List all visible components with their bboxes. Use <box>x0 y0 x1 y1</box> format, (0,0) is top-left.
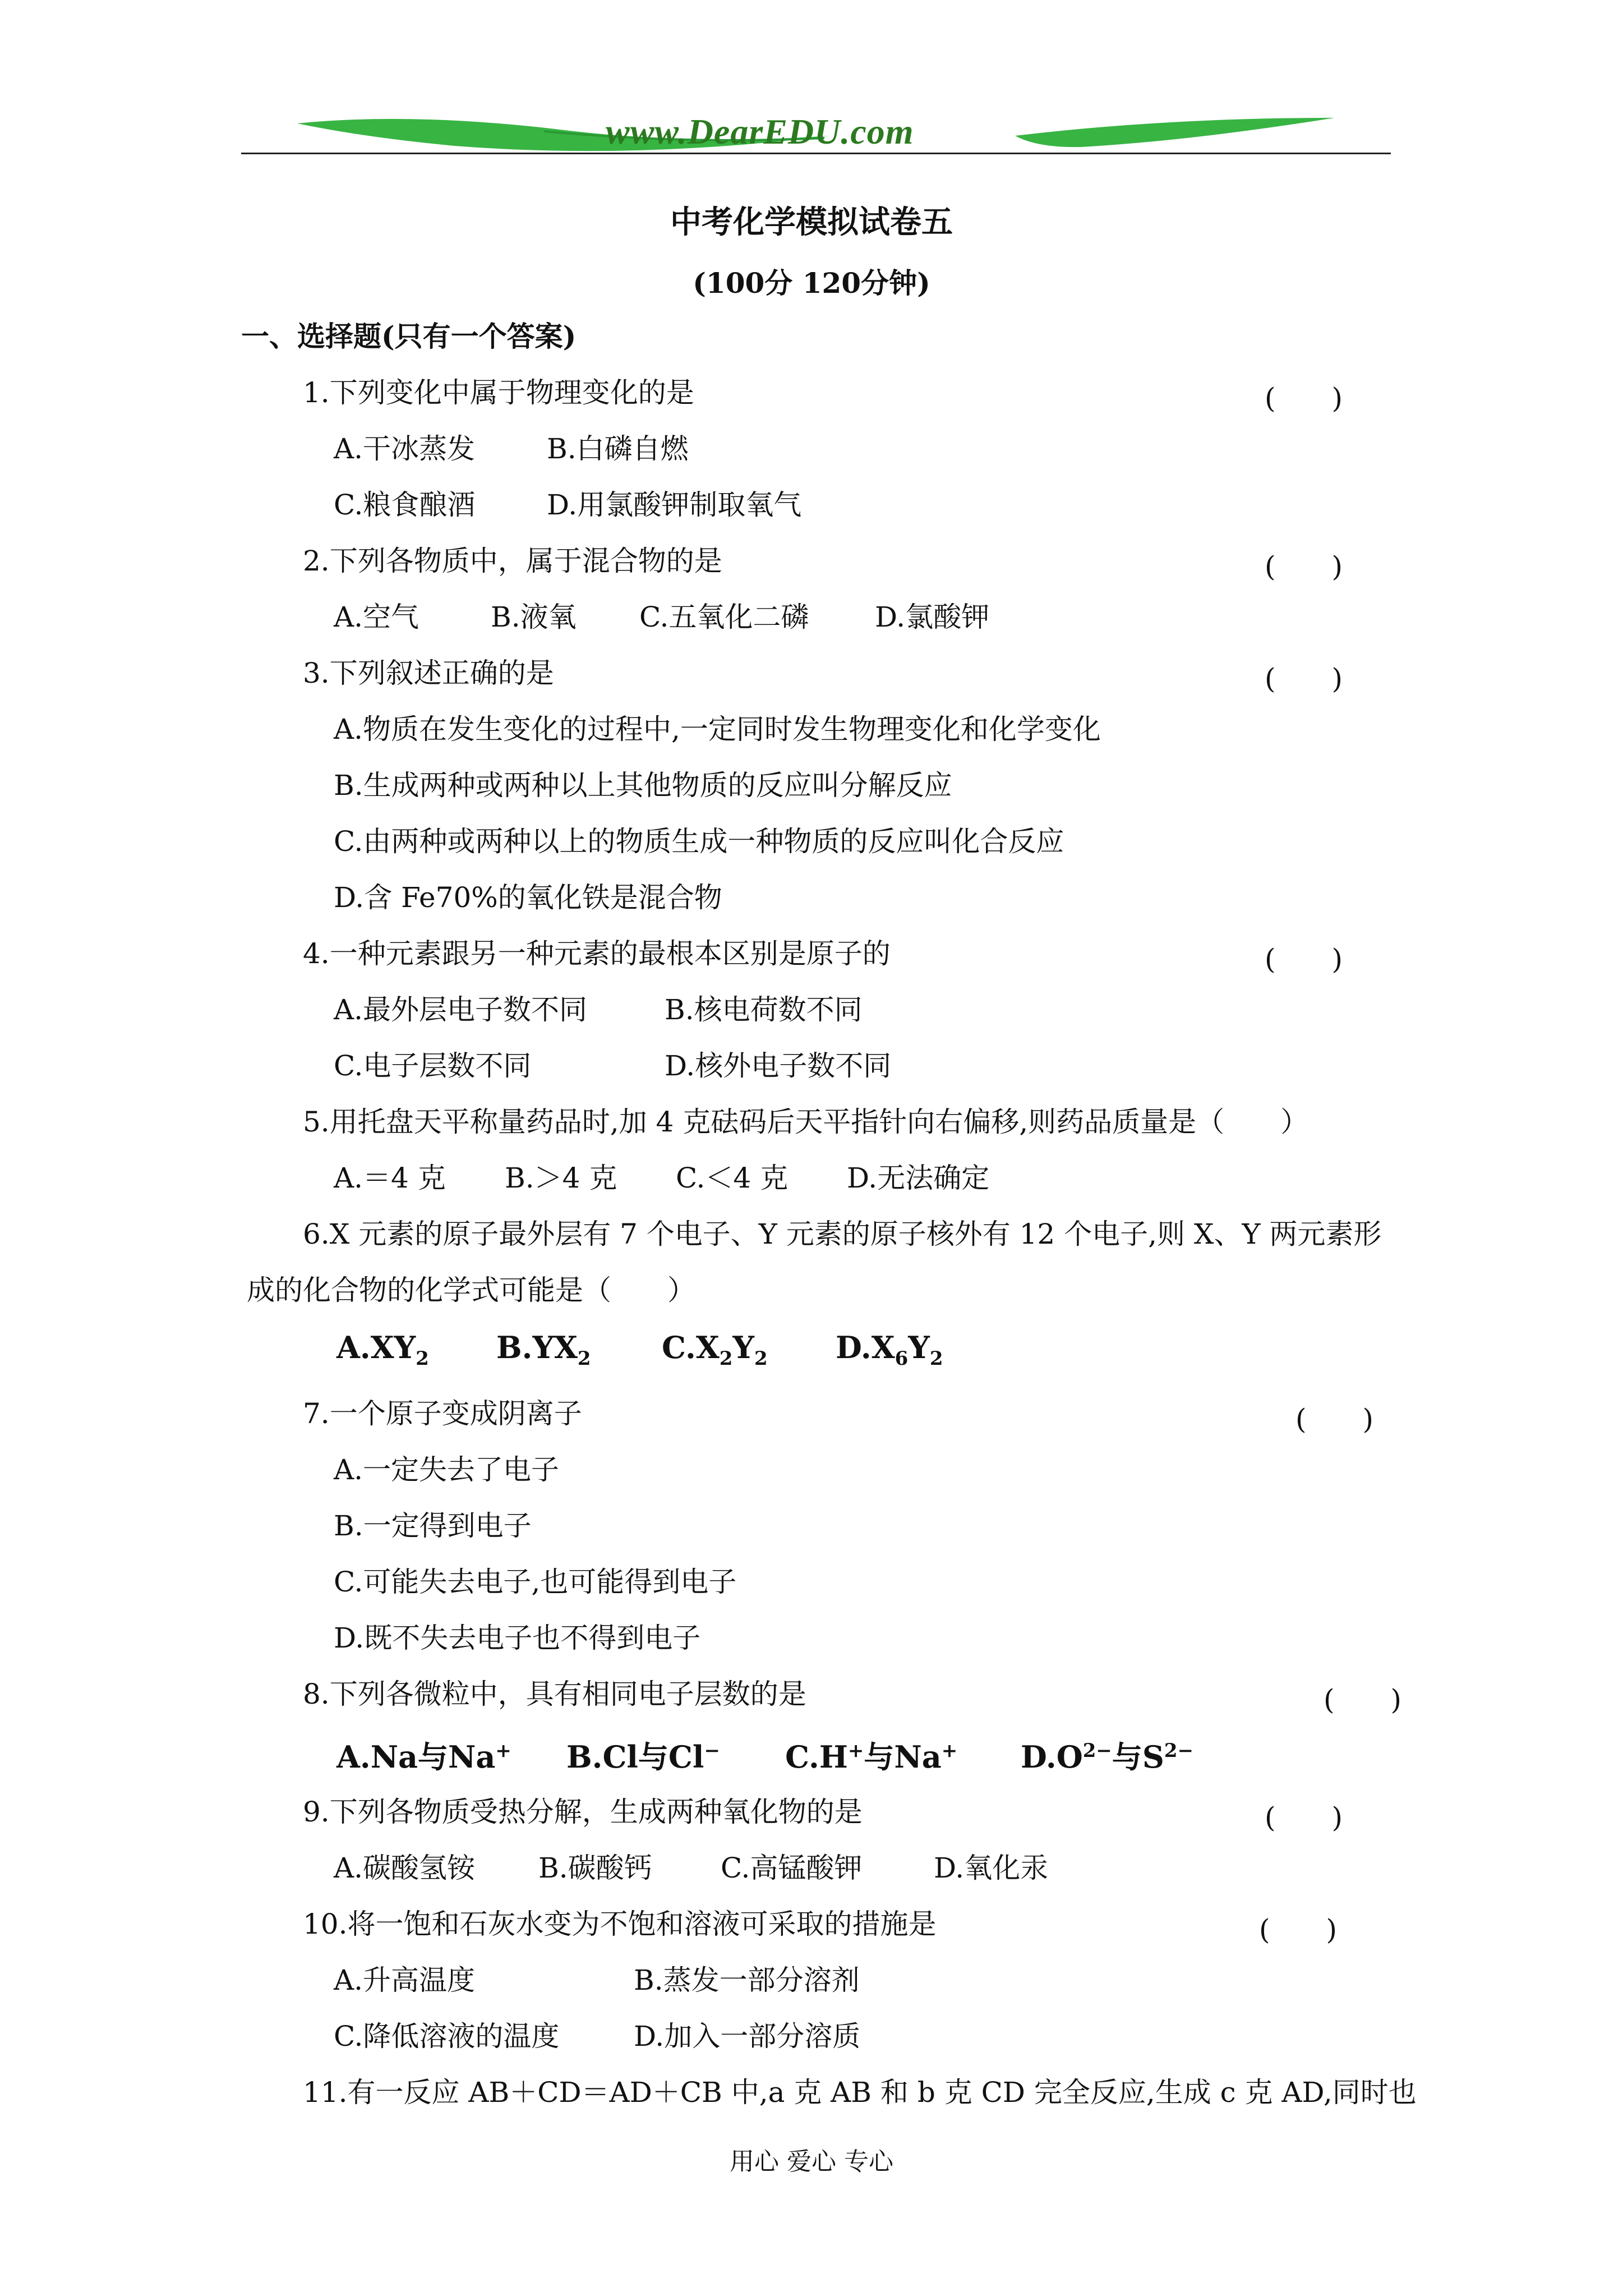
q6-option-d: $D.X_6Y_2$ <box>836 1329 943 1370</box>
q4-option-d: D.核外电子数不同 <box>665 1050 892 1082</box>
answer-blank-8: ( ) <box>1324 1683 1402 1716</box>
q9-option-a: A.碳酸氢铵 <box>334 1852 476 1884</box>
q1-option-c: C.粮食酿酒 <box>334 489 476 521</box>
q10-option-b: B.蒸发一部分溶剂 <box>634 1964 860 1996</box>
answer-blank-2: ( ) <box>1265 550 1343 583</box>
q8-option-d: $D.O^{2-}$与$S^{2-}$ <box>1021 1739 1194 1775</box>
q2-option-d: D.氯酸钾 <box>875 601 990 633</box>
q7-option-b: B.一定得到电子 <box>334 1510 532 1542</box>
q9-option-c: C.高锰酸钾 <box>721 1852 863 1884</box>
q5-option-a: A.＝4 克 <box>334 1162 446 1194</box>
question-5: 5.用托盘天平称量药品时,加 4 克砝码后天平指针向右偏移,则药品质量是（ ） <box>303 1106 1309 1138</box>
page-footer: 用心 爱心 专心 <box>730 2147 893 2176</box>
q10-option-a: A.升高温度 <box>334 1964 476 1996</box>
answer-blank-10: ( ) <box>1259 1913 1338 1946</box>
q7-option-a: A.一定失去了电子 <box>334 1453 560 1486</box>
answer-blank-4: ( ) <box>1265 943 1343 976</box>
q3-option-b: B.生成两种或两种以上其他物质的反应叫分解反应 <box>334 769 952 802</box>
q8-option-c: C.H+与Na+ <box>785 1739 958 1775</box>
q9-option-d: D.氧化汞 <box>934 1852 1049 1884</box>
question-6-line-1: 6.X 元素的原子最外层有 7 个电子、Y 元素的原子核外有 12 个电子,则 X、Y 两元素形 <box>303 1218 1382 1250</box>
q2-option-b: B.液氧 <box>491 601 577 633</box>
q7-option-c: C.可能失去电子,也可能得到电子 <box>334 1566 737 1598</box>
q6-option-a: $A.XY_2$ <box>336 1329 429 1370</box>
q1-option-a: A.干冰蒸发 <box>334 432 476 465</box>
q4-option-a: A.最外层电子数不同 <box>334 993 588 1026</box>
question-1: 1.下列变化中属于物理变化的是 <box>303 376 694 409</box>
q5-option-d: D.无法确定 <box>847 1162 990 1194</box>
q9-option-b: B.碳酸钙 <box>538 1852 652 1884</box>
q10-option-c: C.降低溶液的温度 <box>334 2020 560 2053</box>
q10-option-d: D.加入一部分溶质 <box>634 2020 861 2053</box>
answer-blank-7: ( ) <box>1295 1403 1374 1435</box>
header-rule <box>241 153 1391 154</box>
q1-option-d: D.用氯酸钾制取氧气 <box>547 489 802 521</box>
q7-option-d: D.既不失去电子也不得到电子 <box>334 1622 701 1654</box>
q5-option-c: C.＜4 克 <box>676 1162 789 1194</box>
exam-title: 中考化学模拟试卷五 <box>670 204 953 241</box>
answer-blank-3: ( ) <box>1265 662 1343 695</box>
question-9: 9.下列各物质受热分解，生成两种氧化物的是 <box>303 1796 863 1828</box>
q4-option-c: C.电子层数不同 <box>334 1050 532 1082</box>
question-11: 11.有一反应 AB＋CD＝AD＋CB 中,a 克 AB 和 b 克 CD 完全反应,生成 c 克 AD,同时也 <box>303 2076 1417 2109</box>
q2-option-c: C.五氧化二磷 <box>639 601 809 633</box>
question-6-line-2: 成的化合物的化学式可能是（ ） <box>247 1274 695 1306</box>
answer-blank-1: ( ) <box>1265 382 1343 415</box>
site-banner-text[interactable]: www.DearEDU.com <box>606 112 914 151</box>
question-4: 4.一种元素跟另一种元素的最根本区别是原子的 <box>303 937 891 970</box>
q5-option-b: B.＞4 克 <box>505 1162 617 1194</box>
answer-blank-9: ( ) <box>1265 1801 1343 1834</box>
question-8: 8.下列各微粒中，具有相同电子层数的是 <box>303 1678 806 1710</box>
question-2: 2.下列各物质中，属于混合物的是 <box>303 545 722 577</box>
q6-option-b: $B.YX_2$ <box>496 1329 591 1370</box>
q4-option-b: B.核电荷数不同 <box>665 993 863 1026</box>
question-3: 3.下列叙述正确的是 <box>303 657 554 689</box>
q2-option-a: A.空气 <box>334 601 419 633</box>
q8-option-b: B.Cl与Cl− <box>566 1739 720 1775</box>
q3-option-a: A.物质在发生变化的过程中,一定同时发生物理变化和化学变化 <box>334 713 1101 746</box>
q3-option-c: C.由两种或两种以上的物质生成一种物质的反应叫化合反应 <box>334 825 1064 858</box>
q8-option-a: A.Na与Na+ <box>336 1739 511 1775</box>
exam-subtitle: (100分 120分钟) <box>693 266 930 300</box>
q6-option-c: $C.X_2Y_2$ <box>662 1329 768 1370</box>
question-10: 10.将一饱和石灰水变为不饱和溶液可采取的措施是 <box>303 1908 937 1940</box>
q1-option-b: B.白磷自燃 <box>547 432 689 465</box>
question-7: 7.一个原子变成阴离子 <box>303 1397 582 1430</box>
q3-option-d: D.含 Fe70%的氧化铁是混合物 <box>334 881 722 914</box>
section-heading: 一、选择题(只有一个答案) <box>241 320 577 353</box>
